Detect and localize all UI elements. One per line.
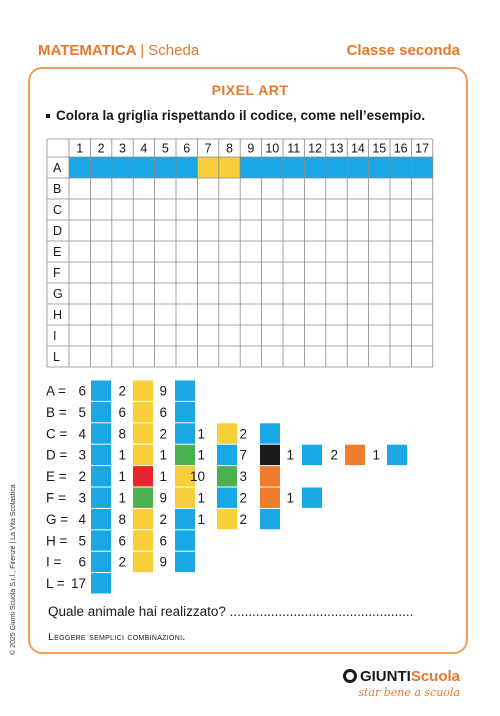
code-swatch xyxy=(133,509,153,529)
column-header: 15 xyxy=(372,141,387,156)
column-header: 7 xyxy=(204,141,212,156)
code-count: 1 xyxy=(286,447,294,463)
code-swatch xyxy=(260,466,280,486)
code-swatch xyxy=(260,509,280,529)
column-header: 11 xyxy=(287,141,301,156)
row-header: L xyxy=(53,350,60,364)
code-count: 6 xyxy=(118,404,126,420)
code-swatch xyxy=(91,423,111,443)
row-header: B xyxy=(53,182,62,196)
code-row-label: C = xyxy=(46,426,68,442)
code-count: 2 xyxy=(239,511,247,527)
column-header: 12 xyxy=(308,141,323,156)
row-header: D xyxy=(53,224,63,238)
code-swatch xyxy=(91,509,111,529)
code-swatch xyxy=(260,488,280,508)
copyright-note: © 2025 Giunti Scuola S.r.l., Firenze | La Vita Scolastica xyxy=(10,484,17,655)
code-count: 1 xyxy=(118,490,126,506)
code-swatch xyxy=(91,573,111,593)
code-row-label: L = xyxy=(46,576,65,592)
code-row-label: I = xyxy=(46,554,62,570)
code-count: 1 xyxy=(118,469,126,485)
header-separator: | xyxy=(140,42,145,59)
code-count: 2 xyxy=(239,490,247,506)
code-count: 5 xyxy=(78,533,86,549)
brand-slogan: star bene a scuola xyxy=(358,686,460,699)
grade-label: Classe seconda xyxy=(346,42,460,59)
column-header: 4 xyxy=(140,141,148,156)
example-cell[interactable] xyxy=(219,157,240,178)
code-swatch xyxy=(217,423,237,443)
code-swatch xyxy=(91,381,111,401)
bullet-icon xyxy=(46,114,50,118)
code-swatch xyxy=(133,530,153,550)
example-cell[interactable] xyxy=(369,157,390,178)
example-cell[interactable] xyxy=(262,157,283,178)
code-count: 6 xyxy=(159,404,167,420)
code-swatch xyxy=(175,423,195,443)
example-cell[interactable] xyxy=(112,157,133,178)
column-header: 8 xyxy=(226,141,233,156)
instruction-text: Colora la griglia rispettando il codice, come nell’esempio. xyxy=(56,108,426,123)
row-header: C xyxy=(53,203,63,217)
code-count: 1 xyxy=(159,469,167,485)
code-count: 8 xyxy=(118,511,126,527)
brand-name-main: GIUNTI xyxy=(359,668,411,685)
question[interactable]: Quale animale hai realizzato? ................................................. xyxy=(48,604,414,619)
code-swatch xyxy=(175,445,195,465)
row-header: F xyxy=(53,266,61,280)
brand-name-accent: Scuola xyxy=(410,668,460,685)
giunti-logo-icon xyxy=(343,669,357,683)
code-row-label: E = xyxy=(46,469,67,485)
row-header: H xyxy=(53,308,63,322)
code-swatch xyxy=(217,466,237,486)
sheet-label: Scheda xyxy=(148,42,200,59)
example-cell[interactable] xyxy=(326,157,347,178)
code-swatch xyxy=(91,488,111,508)
example-cell[interactable] xyxy=(90,157,111,178)
example-cell[interactable] xyxy=(411,157,432,178)
code-swatch xyxy=(133,423,153,443)
code-swatch xyxy=(260,423,280,443)
code-swatch xyxy=(91,445,111,465)
code-count: 1 xyxy=(197,447,205,463)
code-count: 1 xyxy=(286,490,294,506)
code-swatch xyxy=(133,381,153,401)
code-count: 4 xyxy=(78,511,86,527)
example-cell[interactable] xyxy=(283,157,304,178)
code-count: 2 xyxy=(159,511,167,527)
color-code-legend xyxy=(0,380,500,595)
instruction xyxy=(46,108,425,123)
code-count: 9 xyxy=(159,383,167,399)
code-count: 4 xyxy=(78,426,86,442)
code-count: 1 xyxy=(197,426,205,442)
code-swatch xyxy=(302,488,322,508)
code-count: 10 xyxy=(189,469,205,485)
code-swatch xyxy=(217,488,237,508)
code-count: 3 xyxy=(78,490,86,506)
code-count: 1 xyxy=(118,447,126,463)
subject-label xyxy=(38,42,199,59)
example-cell[interactable] xyxy=(176,157,197,178)
column-header: 6 xyxy=(183,141,191,156)
code-swatch xyxy=(91,402,111,422)
column-header: 1 xyxy=(76,141,84,156)
code-count: 1 xyxy=(197,490,205,506)
code-swatch xyxy=(387,445,407,465)
code-count: 1 xyxy=(197,511,205,527)
row-header: E xyxy=(53,245,62,259)
code-row-label: A = xyxy=(46,383,66,399)
example-cell[interactable] xyxy=(304,157,325,178)
code-swatch xyxy=(175,381,195,401)
code-swatch xyxy=(175,488,195,508)
code-swatch xyxy=(133,402,153,422)
code-swatch xyxy=(133,488,153,508)
code-count: 2 xyxy=(118,383,126,399)
example-cell[interactable] xyxy=(69,157,90,178)
brand-logo xyxy=(343,668,460,699)
column-header: 3 xyxy=(119,141,126,156)
column-header: 9 xyxy=(247,141,255,156)
code-swatch xyxy=(91,552,111,572)
column-header: 5 xyxy=(161,141,169,156)
code-swatch xyxy=(175,402,195,422)
code-swatch xyxy=(133,445,153,465)
code-count: 5 xyxy=(78,404,86,420)
subject-name: MATEMATICA xyxy=(38,42,137,59)
column-header: 13 xyxy=(329,141,344,156)
code-row-label: B = xyxy=(46,404,67,420)
code-count: 6 xyxy=(159,533,167,549)
code-count: 2 xyxy=(118,554,126,570)
column-header: 16 xyxy=(393,141,408,156)
example-cell[interactable] xyxy=(197,157,218,178)
code-count: 1 xyxy=(372,447,380,463)
code-row-label: D = xyxy=(46,447,68,463)
code-count: 3 xyxy=(78,447,86,463)
code-swatch xyxy=(175,552,195,572)
example-cell[interactable] xyxy=(390,157,411,178)
code-swatch xyxy=(260,445,280,465)
brand-name xyxy=(343,668,460,685)
column-header: 2 xyxy=(97,141,105,156)
code-swatch xyxy=(217,445,237,465)
column-header: 10 xyxy=(265,141,280,156)
code-count: 2 xyxy=(159,426,167,442)
code-swatch xyxy=(175,509,195,529)
code-row-label: H = xyxy=(46,533,68,549)
code-swatch xyxy=(91,530,111,550)
code-count: 2 xyxy=(78,469,86,485)
skill-label: Leggere semplici combinazioni. xyxy=(48,631,186,643)
code-count: 8 xyxy=(118,426,126,442)
code-row-label: G = xyxy=(46,511,69,527)
example-cell[interactable] xyxy=(133,157,154,178)
code-count: 2 xyxy=(330,447,338,463)
worksheet-title: PIXEL ART xyxy=(211,82,289,98)
code-count: 9 xyxy=(159,490,167,506)
code-count: 6 xyxy=(78,554,86,570)
code-swatch xyxy=(133,552,153,572)
column-header: 17 xyxy=(415,141,430,156)
code-swatch xyxy=(175,530,195,550)
example-cell[interactable] xyxy=(347,157,368,178)
code-count: 2 xyxy=(239,426,247,442)
code-swatch xyxy=(345,445,365,465)
code-count: 1 xyxy=(159,447,167,463)
code-count: 9 xyxy=(159,554,167,570)
column-header: 14 xyxy=(350,141,365,156)
code-count: 3 xyxy=(239,469,247,485)
code-swatch xyxy=(133,466,153,486)
code-row-label: F = xyxy=(46,490,66,506)
code-swatch xyxy=(217,509,237,529)
code-count: 7 xyxy=(239,447,247,463)
code-count: 6 xyxy=(118,533,126,549)
row-header: A xyxy=(53,161,62,175)
row-header: I xyxy=(53,329,57,343)
page-header xyxy=(38,42,460,62)
example-cell[interactable] xyxy=(240,157,261,178)
code-count: 6 xyxy=(78,383,86,399)
row-header: G xyxy=(53,287,63,301)
code-swatch xyxy=(302,445,322,465)
code-swatch xyxy=(91,466,111,486)
example-cell[interactable] xyxy=(155,157,176,178)
code-count: 17 xyxy=(70,576,86,592)
